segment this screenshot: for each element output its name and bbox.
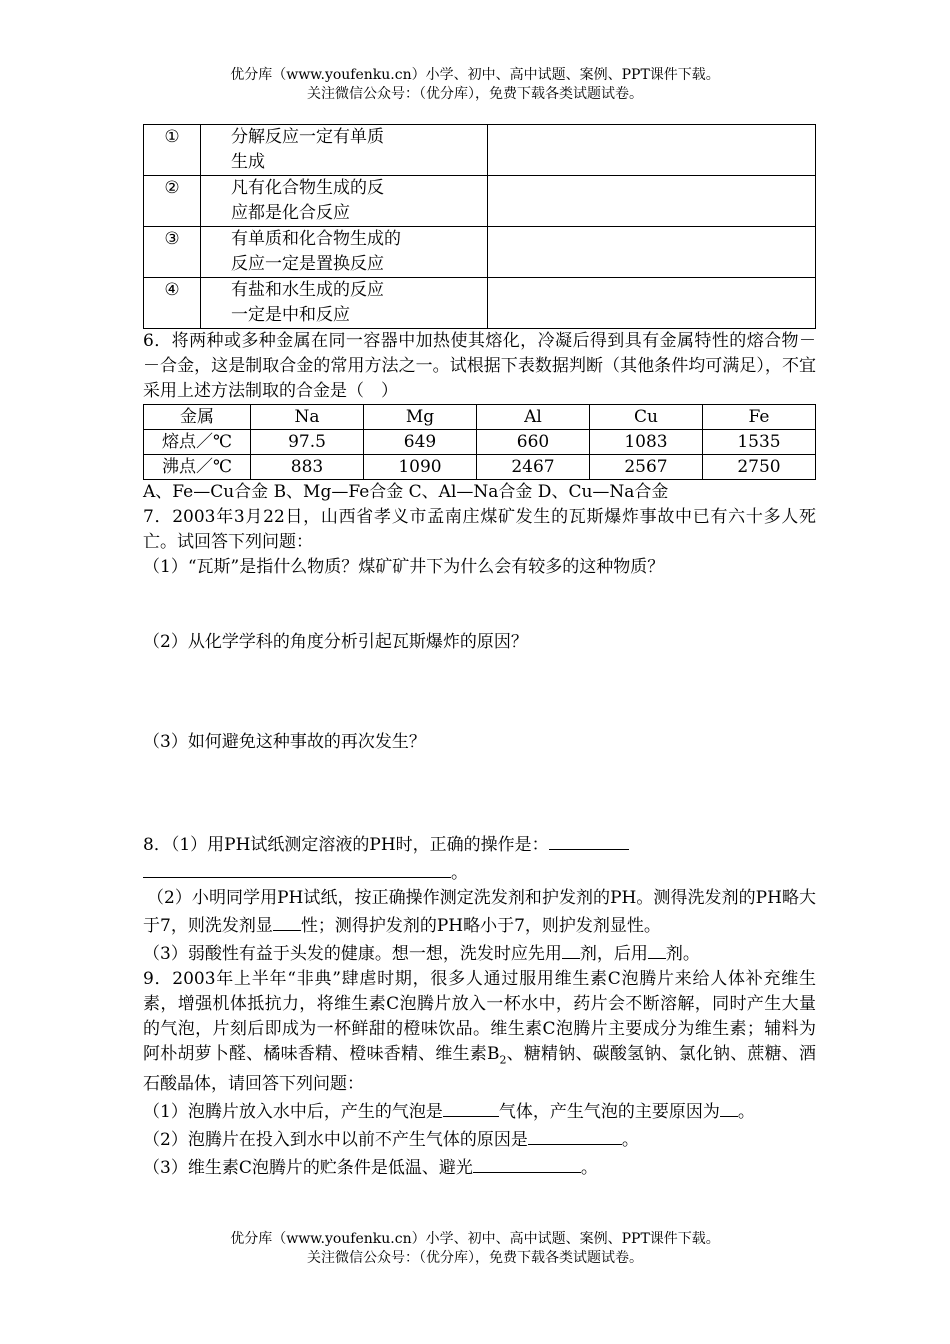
question-9-text: 气体，产生气泡的主要原因为	[498, 1102, 720, 1123]
question-8-part-3	[143, 939, 816, 967]
statement-line: 一定是中和反应	[231, 305, 350, 325]
table-cell: 1535	[703, 430, 816, 455]
table-cell: 2467	[477, 455, 590, 480]
table-row	[144, 278, 816, 329]
question-8-text: 性；测得护发剂的PH略小于7，则护发剂显	[300, 916, 627, 936]
table-cell: 883	[251, 455, 364, 480]
table-row	[144, 430, 816, 455]
answer-blank[interactable]	[473, 1153, 581, 1173]
question-9-part-3	[143, 1153, 816, 1181]
question-9-part-2	[143, 1125, 816, 1153]
footer-line-2: 关注微信公众号：（优分库），免费下载各类试题试卷。	[307, 1250, 643, 1266]
punctuation: 。	[737, 1102, 755, 1123]
table-cell: 1083	[590, 430, 703, 455]
table-cell: 649	[364, 430, 477, 455]
question-9-text: （3）维生素C泡腾片的贮条件是低温、避光	[143, 1158, 473, 1179]
question-8-text: 剂。	[665, 944, 700, 964]
page-footer	[0, 1230, 950, 1268]
question-9-text: （1）泡腾片放入水中后，产生的气泡是	[143, 1102, 443, 1123]
question-8-text: 性。	[626, 916, 661, 936]
answer-cell[interactable]	[488, 125, 816, 176]
page-header	[0, 66, 950, 104]
statement-cell	[201, 176, 488, 227]
answer-blank[interactable]	[648, 939, 666, 959]
table-row	[144, 176, 816, 227]
document-body	[143, 124, 816, 1181]
question-9-text: （2）泡腾片在投入到水中以前不产生气体的原因是	[143, 1130, 528, 1151]
header-line-2: 关注微信公众号：（优分库），免费下载各类试题试卷。	[307, 86, 643, 102]
row-label: 沸点／℃	[144, 455, 251, 480]
column-header: Al	[477, 405, 590, 430]
column-header: 金属	[144, 405, 251, 430]
question-7-part-1: （1）“瓦斯”是指什么物质？煤矿矿井下为什么会有较多的这种物质？	[143, 557, 665, 577]
row-number: ①	[144, 125, 201, 176]
answer-blank[interactable]	[720, 1097, 738, 1117]
question-9-stem	[143, 967, 816, 1097]
statement-cell	[201, 227, 488, 278]
question-7-part-2: （2）从化学学科的角度分析引起瓦斯爆炸的原因？	[143, 632, 528, 652]
punctuation: 。	[451, 863, 468, 883]
question-8-text: （3）弱酸性有益于头发的健康。想一想，洗发时应先用	[143, 944, 562, 964]
metal-data-table	[143, 404, 816, 480]
row-number: ②	[144, 176, 201, 227]
answer-space[interactable]	[143, 580, 816, 630]
answer-cell[interactable]	[488, 278, 816, 329]
column-header: Na	[251, 405, 364, 430]
statement-line: 有盐和水生成的反应	[231, 280, 384, 300]
statement-line: 凡有化合物生成的反	[231, 178, 384, 198]
question-8-text: 剂，后用	[579, 944, 648, 964]
table-row	[144, 227, 816, 278]
answer-blank[interactable]	[443, 1097, 499, 1117]
footer-line-1: 优分库（www.youfenku.cn）小学、初中、高中试题、案例、PPT课件下载。	[230, 1231, 720, 1247]
question-9-text: 9．2003年上半年“非典”肆虐时期，很多人通过服用维生素C泡腾片来给人体补充维生素，增强机体抵抗力，将维生素C泡腾片放入一杯水中，药片会不断溶解，同时产生大量的气泡，片刻后即成为一杯鲜甜的橙味饮品。维生素C泡腾片主要成分为维生素；辅料为阿朴胡萝卜醛、橘味香精、橙味香精、维生素B	[143, 969, 816, 1064]
question-6-options: A、Fe—Cu合金 B、Mg—Fe合金 C、Al—Na合金 D、Cu—Na合金	[143, 482, 669, 502]
subscript: 2	[499, 1053, 507, 1067]
row-number: ④	[144, 278, 201, 329]
answer-blank[interactable]	[528, 1125, 622, 1145]
row-label: 熔点／℃	[144, 430, 251, 455]
question-8-text: （2）小明同学用PH试纸，按正确操作测定洗发剂和护发剂的PH。测得洗发剂的PH略大于7，则洗发剂显	[143, 888, 816, 936]
answer-space[interactable]	[143, 655, 816, 730]
punctuation: 。	[580, 1158, 598, 1179]
table-cell: 2567	[590, 455, 703, 480]
row-number: ③	[144, 227, 201, 278]
answer-cell[interactable]	[488, 176, 816, 227]
question-9-text: 、糖精钠、碳酸氢钠、氯化钠、蔗糖、酒石酸晶体，请回答下列问题：	[143, 1044, 817, 1095]
table-cell: 1090	[364, 455, 477, 480]
question-8-part-2	[143, 886, 816, 939]
question-6-stem: 6．将两种或多种金属在同一容器中加热使其熔化，冷凝后得到具有金属特性的熔合物－－合金，这是制取合金的常用方法之一。试根据下表数据判断（其他条件均可满足），不宜采用上述方法制取的合金是（ ）	[143, 331, 816, 401]
question-9-part-1	[143, 1097, 816, 1125]
table-header-row	[144, 405, 816, 430]
answer-blank[interactable]	[549, 830, 629, 850]
answer-blank[interactable]	[143, 858, 451, 878]
column-header: Cu	[590, 405, 703, 430]
statement-line: 应都是化合反应	[231, 203, 350, 223]
column-header: Mg	[364, 405, 477, 430]
table-cell: 2750	[703, 455, 816, 480]
answer-blank[interactable]	[273, 911, 301, 931]
table-row	[144, 455, 816, 480]
answer-blank[interactable]	[562, 939, 580, 959]
statement-cell	[201, 278, 488, 329]
statement-line: 有单质和化合物生成的	[231, 229, 401, 249]
answer-cell[interactable]	[488, 227, 816, 278]
question-7-stem: 7．2003年3月22日，山西省孝义市孟南庄煤矿发生的瓦斯爆炸事故中已有六十多人死亡。试回答下列问题：	[143, 507, 816, 552]
question-8-part-1	[143, 830, 816, 858]
table-row	[144, 125, 816, 176]
question-7-part-3: （3）如何避免这种事故的再次发生？	[143, 732, 426, 752]
column-header: Fe	[703, 405, 816, 430]
statement-line: 分解反应一定有单质	[231, 127, 384, 147]
punctuation: 。	[621, 1130, 639, 1151]
statement-table	[143, 124, 816, 329]
statement-line: 生成	[231, 152, 265, 172]
table-cell: 660	[477, 430, 590, 455]
answer-space[interactable]	[143, 755, 816, 830]
header-line-1: 优分库（www.youfenku.cn）小学、初中、高中试题、案例、PPT课件下载。	[230, 67, 720, 83]
statement-line: 反应一定是置换反应	[231, 254, 384, 274]
question-8-part-1-cont	[143, 858, 816, 886]
statement-cell	[201, 125, 488, 176]
table-cell: 97.5	[251, 430, 364, 455]
question-8-text: 8．（1）用PH试纸测定溶液的PH时，正确的操作是：	[143, 835, 549, 855]
